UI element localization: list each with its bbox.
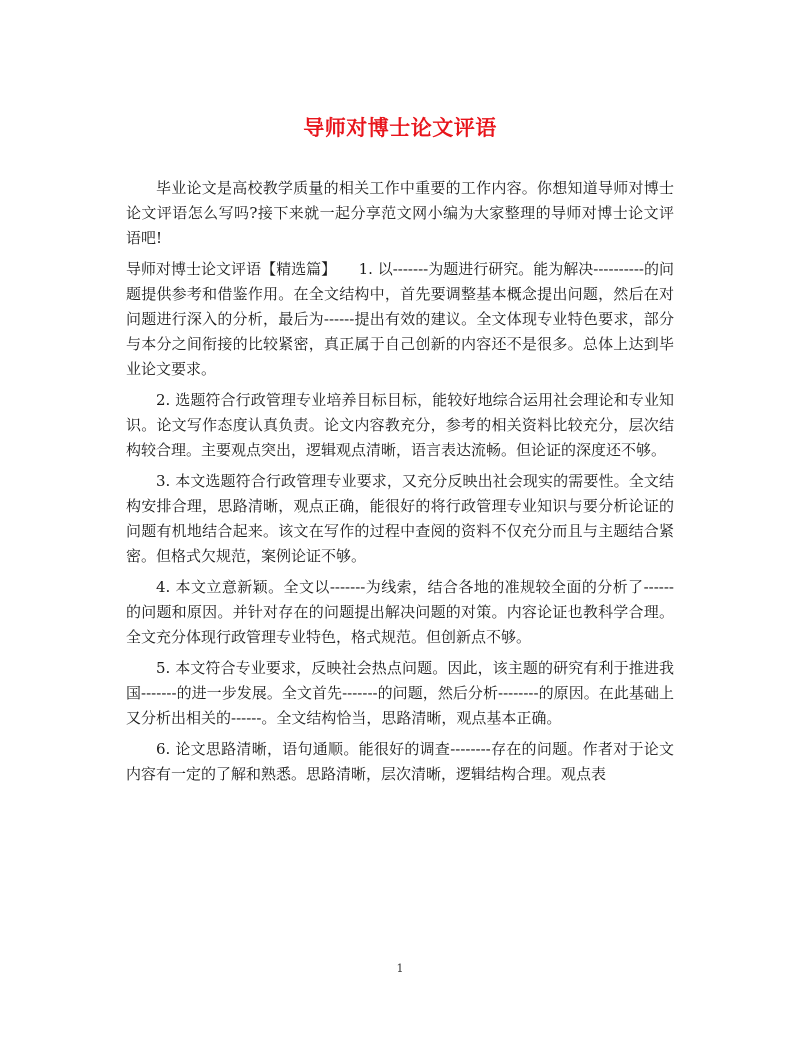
comment-paragraph-1: 导师对博士论文评语【精选篇】 1. 以-------为题进行研究。能为解决----------的问题提供参考和借鉴作用。在全文结构中，首先要调整基本概念提出问题，然后在对问题进行深入的分析，最后为------提出有效的建议。全文体现专业特色要求，部分与本分之间衔接的比较紧密，真正属于自己创新的内容还不是很多。总体上达到毕业论文要求。	[126, 260, 674, 378]
comment-paragraph-6: 6. 论文思路清晰，语句通顺。能很好的调查--------存在的问题。作者对于论文内容有一定的了解和熟悉。思路清晰，层次清晰，逻辑结构合理。观点表	[126, 740, 674, 783]
page-number: 1	[396, 962, 404, 975]
intro-paragraph: 毕业论文是高校教学质量的相关工作中重要的工作内容。你想知道导师对博士论文评语怎么写吗?接下来就一起分享范文网小编为大家整理的导师对博士论文评语吧!	[126, 179, 674, 247]
comment-paragraph-3: 3. 本文选题符合行政管理专业要求，又充分反映出社会现实的需要性。全文结构安排合理，思路清晰，观点正确，能很好的将行政管理专业知识与要分析论证的问题有机地结合起来。该文在写作的过程中查阅的资料不仅充分而且与主题结合紧密。但格式欠规范，案例论证不够。	[126, 472, 674, 565]
document-title: 导师对博士论文评语	[303, 115, 497, 140]
comment-paragraph-2: 2. 选题符合行政管理专业培养目标目标，能较好地综合运用社会理论和专业知识。论文写作态度认真负责。论文内容教充分，参考的相关资料比较充分，层次结构较合理。主要观点突出，逻辑观点清晰，语言表达流畅。但论证的深度还不够。	[126, 391, 674, 459]
document-body	[126, 176, 674, 793]
comment-paragraph-4: 4. 本文立意新颖。全文以-------为线索，结合各地的准规较全面的分析了------的问题和原因。并针对存在的问题提出解决问题的对策。内容论证也教科学合理。全文充分体现行政管理专业特色，格式规范。但创新点不够。	[126, 578, 674, 646]
comment-paragraph-5: 5. 本文符合专业要求，反映社会热点问题。因此，该主题的研究有利于推进我国-------的进一步发展。全文首先-------的问题，然后分析--------的原因。在此基础上又分析出相关的------。全文结构恰当，思路清晰，观点基本正确。	[126, 659, 674, 727]
